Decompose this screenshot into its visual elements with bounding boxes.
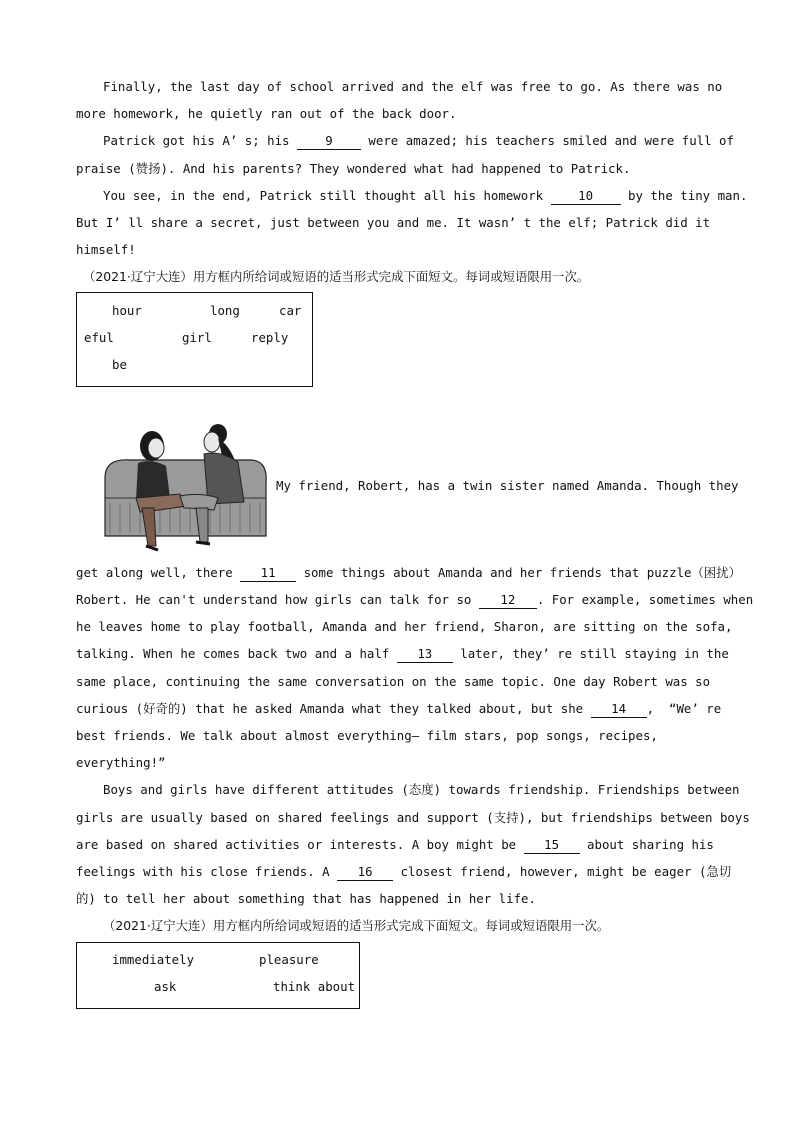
passage3-line1: Boys and girls have different attitudes (态度) towards friendship. Friendships between <box>103 782 740 797</box>
word-eful: eful <box>84 330 114 345</box>
para3-line2: But I’ ll share a secret, just between you and me. It wasn’ t the elf; Patrick did it <box>76 215 711 230</box>
text: closest friend, however, might be eager (急切 <box>393 864 732 879</box>
text: You see, in the end, Patrick still thought all his homework <box>103 188 551 203</box>
word-box-1 <box>76 292 313 387</box>
blank-12: 12 <box>479 592 537 609</box>
text: are based on shared activities or interests. A boy might be <box>76 837 524 852</box>
passage2-line3 <box>76 592 753 609</box>
blank-11: 11 <box>240 565 296 582</box>
passage3-line3 <box>76 837 714 854</box>
word-ask: ask <box>154 979 177 994</box>
para1-line2: more homework, he quietly ran out of the back door. <box>76 106 457 121</box>
passage3-line5: 的) to tell her about something that has happened in her life. <box>76 891 536 906</box>
blank-14: 14 <box>591 701 647 718</box>
para3-line3: himself! <box>76 242 136 257</box>
instruction-1: （2021·辽宁大连）用方框内所给词或短语的适当形式完成下面短文。每词或短语限用一次。 <box>83 269 590 284</box>
word-long: long <box>210 303 240 318</box>
passage3-line4 <box>76 864 731 881</box>
text: about sharing his <box>579 837 714 852</box>
passage2-line6: same place, continuing the same conversation on the same topic. One day Robert was so <box>76 674 711 689</box>
instruction-2: （2021·辽宁大连）用方框内所给词或短语的适当形式完成下面短文。每词或短语限用一次。 <box>103 918 610 933</box>
passage2-line5 <box>76 646 729 663</box>
word-immediately: immediately <box>112 952 195 967</box>
passage2-line9: everything!” <box>76 755 166 770</box>
text: , “We’ re <box>646 701 722 716</box>
text: some things about Amanda and her friends that puzzle（困扰） <box>296 565 742 580</box>
para3-line1 <box>103 188 747 205</box>
two-girls-sofa-illustration <box>100 418 270 554</box>
word-pleasure: pleasure <box>259 952 319 967</box>
text: feelings with his close friends. A <box>76 864 338 879</box>
text: talking. When he comes back two and a half <box>76 646 397 661</box>
para1-line1: Finally, the last day of school arrived and the elf was free to go. As there was no <box>103 79 723 94</box>
word-girl: girl <box>182 330 212 345</box>
text: get along well, there <box>76 565 241 580</box>
word-think-about: think about <box>273 979 356 994</box>
passage2-line2 <box>76 565 741 582</box>
para2-line1 <box>103 133 734 150</box>
word-reply: reply <box>251 330 289 345</box>
blank-10: 10 <box>551 188 621 205</box>
blank-15: 15 <box>524 837 580 854</box>
text: were amazed; his teachers smiled and were full of <box>360 133 734 148</box>
passage2-line4: he leaves home to play football, Amanda and her friend, Sharon, are sitting on the sofa, <box>76 619 733 634</box>
text: curious (好奇的) that he asked Amanda what they talked about, but she <box>76 701 591 716</box>
text: later, they’ re still staying in the <box>452 646 729 661</box>
passage2-line1: My friend, Robert, has a twin sister named Amanda. Though they <box>276 478 739 493</box>
text: . For example, sometimes when <box>536 592 754 607</box>
word-car: car <box>279 303 302 318</box>
word-hour: hour <box>112 303 142 318</box>
text: by the tiny man. <box>620 188 748 203</box>
passage3-line2: girls are usually based on shared feelings and support (支持), but friendships between boys <box>76 810 750 825</box>
para2-line2: praise (赞扬). And his parents? They wondered what had happened to Patrick. <box>76 161 631 176</box>
text: Patrick got his A’ s; his <box>103 133 297 148</box>
text: Robert. He can't understand how girls can talk for so <box>76 592 479 607</box>
blank-13: 13 <box>397 646 453 663</box>
word-be: be <box>112 357 127 372</box>
passage2-line8: best friends. We talk about almost everything— film stars, pop songs, recipes, <box>76 728 658 743</box>
blank-9: 9 <box>297 133 361 150</box>
passage2-line7 <box>76 701 721 718</box>
word-box-2 <box>76 942 360 1009</box>
blank-16: 16 <box>337 864 393 881</box>
